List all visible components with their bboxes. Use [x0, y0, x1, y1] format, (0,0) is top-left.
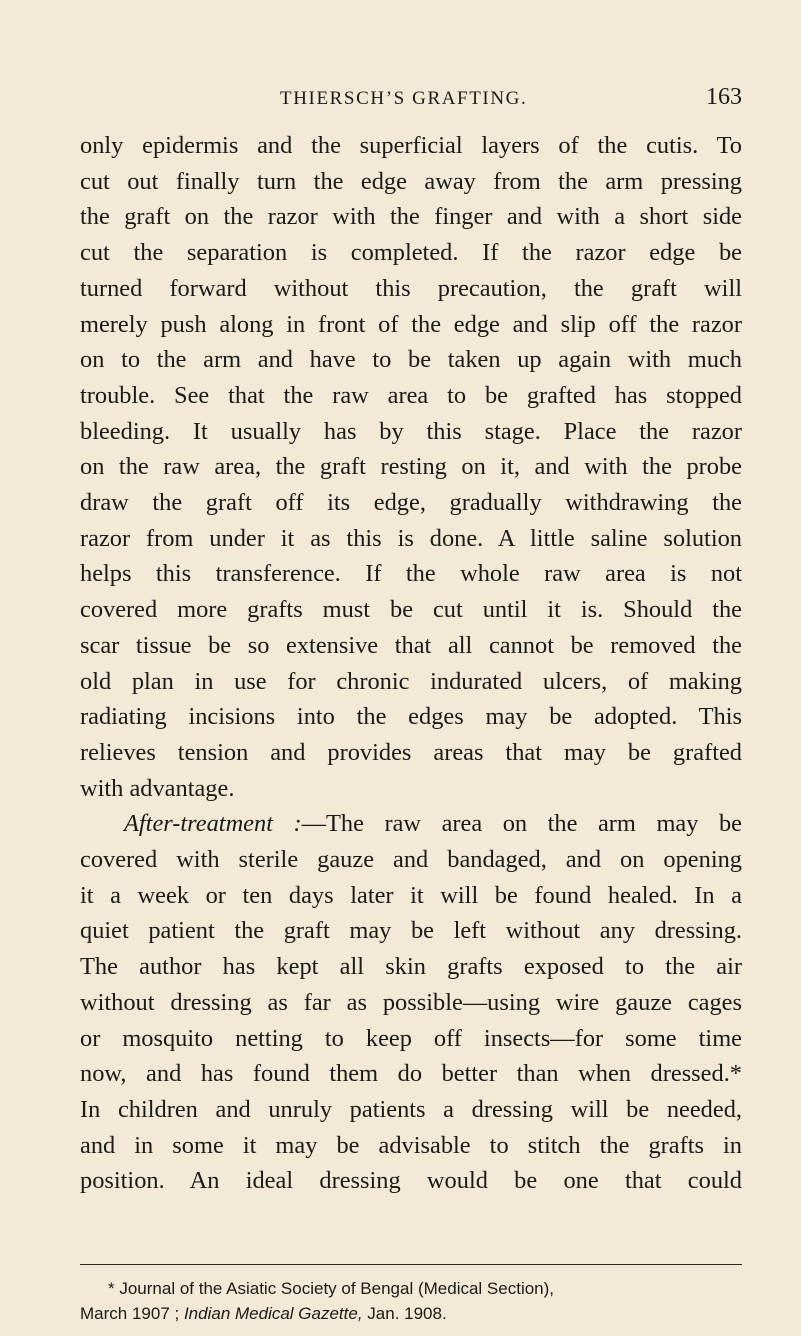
text-line: it a week or ten days later it will be found healed. In a	[80, 881, 742, 909]
text-line: without dressing as far as possible—using wire gauze cages	[80, 988, 742, 1016]
footnote	[80, 1276, 742, 1326]
text-line: cut out finally turn the edge away from the arm pressing	[80, 167, 742, 195]
running-title: THIERSCH’S GRAFTING.	[280, 88, 528, 109]
text-line: covered with sterile gauze and bandaged, and on opening	[80, 846, 742, 874]
running-head	[80, 84, 742, 118]
text-line: now, and has found them do better than when dressed.*	[80, 1060, 742, 1088]
footnote-fragment: March 1907 ;	[80, 1304, 184, 1323]
section-heading: After-treatment :	[124, 810, 302, 838]
text-line: covered more grafts must be cut until it is. Should the	[80, 596, 742, 624]
footnote-rule	[80, 1264, 742, 1265]
text-line: helps this transference. If the whole raw area is not	[80, 560, 742, 588]
text-line: scar tissue be so extensive that all cannot be removed the	[80, 631, 742, 659]
text-line: or mosquito netting to keep off insects—for some time	[80, 1024, 742, 1052]
footnote-fragment: Jan. 1908.	[362, 1304, 447, 1323]
text-line: merely push along in front of the edge and slip off the razor	[80, 310, 742, 338]
text-line: only epidermis and the superficial layers of the cutis. To	[80, 132, 742, 159]
text-line: relieves tension and provides areas that may be grafted	[80, 738, 742, 766]
text-line: on to the arm and have to be taken up again with much	[80, 346, 742, 374]
text-line: trouble. See that the raw area to be grafted has stopped	[80, 381, 742, 409]
text-line: turned forward without this precaution, the graft will	[80, 274, 742, 302]
paragraph-opening-line	[80, 806, 742, 842]
text-line: draw the graft off its edge, gradually withdrawing the	[80, 489, 742, 517]
page-number: 163	[706, 84, 742, 110]
text-line: radiating incisions into the edges may be adopted. This	[80, 703, 742, 731]
text-line: cut the separation is completed. If the razor edge be	[80, 239, 742, 267]
text-line: razor from under it as this is done. A little saline solution	[80, 524, 742, 552]
footnote-line	[80, 1301, 742, 1326]
text-fragment: —The raw area on the arm may be	[301, 810, 742, 838]
journal-title: Indian Medical Gazette,	[183, 1304, 363, 1323]
text-line: the graft on the razor with the finger and with a short side	[80, 203, 742, 231]
footnote-line: * Journal of the Asiatic Society of Bengal (Medical Section),	[108, 1279, 555, 1298]
text-line: and in some it may be advisable to stitch the grafts in	[80, 1131, 742, 1159]
text-line: old plan in use for chronic indurated ulcers, of making	[80, 667, 742, 695]
text-line: The author has kept all skin grafts exposed to the air	[80, 953, 742, 981]
body-text	[80, 128, 742, 1199]
text-line: position. An ideal dressing would be one that could	[80, 1167, 742, 1195]
text-line: with advantage.	[80, 774, 235, 802]
text-line: quiet patient the graft may be left without any dressing.	[80, 917, 742, 945]
text-line: on the raw area, the graft resting on it, and with the probe	[80, 453, 742, 481]
text-line: bleeding. It usually has by this stage. Place the razor	[80, 417, 742, 445]
text-line: In children and unruly patients a dressing will be needed,	[80, 1095, 742, 1123]
